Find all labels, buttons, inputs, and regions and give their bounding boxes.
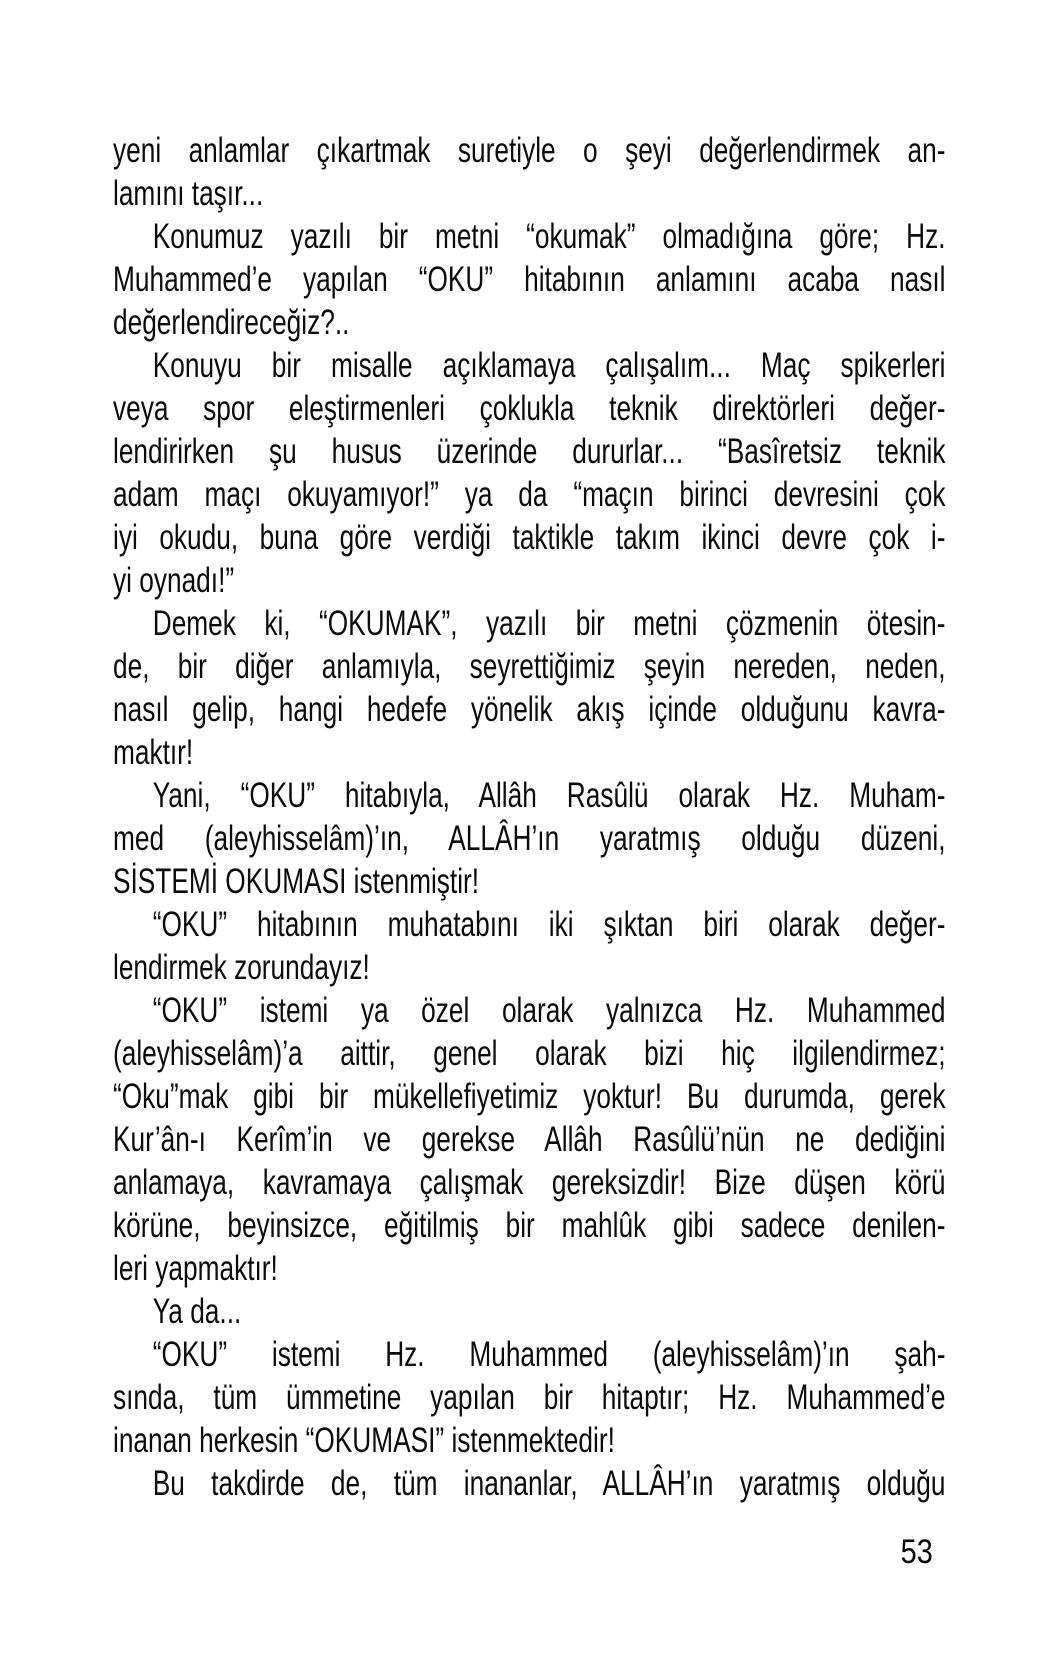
text-line: inanan herkesin “OKUMASI” istenmektedir! (113, 1421, 615, 1460)
text-line: Demek ki, “OKUMAK”, yazılı bir metni çözmenin ötesin- (152, 604, 946, 643)
text-line: yi oynadı!” (113, 561, 235, 600)
text-line: yeni anlamlar çıkartmak suretiyle o şeyi değerlendirmek an- (113, 131, 946, 170)
text-line: anlamaya, kavramaya çalışmak gereksizdir! Bize düşen körü (113, 1163, 946, 1202)
text-line: de, bir diğer anlamıyla, seyrettiğimiz şeyin nereden, neden, (113, 647, 946, 686)
text-line: “OKU” istemi ya özel olarak yalnızca Hz. Muhammed (152, 991, 946, 1030)
text-line: Yani, “OKU” hitabıyla, Allâh Rasûlü olarak Hz. Muham- (152, 776, 946, 815)
text-line: “OKU” istemi Hz. Muhammed (aleyhisselâm)’ın şah- (152, 1335, 946, 1374)
text-line: lendirmek zorundayız! (113, 948, 370, 987)
text-line: med (aleyhisselâm)’ın, ALLÂH’ın yaratmış olduğu düzeni, (113, 819, 946, 858)
text-line: leri yapmaktır! (113, 1249, 278, 1288)
text-line: SİSTEMİ OKUMASI istenmiştir! (113, 862, 480, 901)
text-line: maktır! (113, 733, 194, 772)
text-line: Kur’ân-ı Kerîm’in ve gerekse Allâh Rasûlü’nün ne dediğini (113, 1120, 946, 1159)
text-line: Ya da... (152, 1292, 242, 1331)
text-line: nasıl gelip, hangi hedefe yönelik akış içinde olduğunu kavra- (113, 690, 946, 729)
text-line: adam maçı okuyamıyor!” ya da “maçın birinci devresini çok (113, 475, 946, 514)
text-line: sında, tüm ümmetine yapılan bir hitaptır; Hz. Muhammed’e (113, 1378, 946, 1417)
text-line: Konuyu bir misalle açıklamaya çalışalım... Maç spikerleri (152, 346, 946, 385)
text-line: “OKU” hitabının muhatabını iki şıktan biri olarak değer- (152, 905, 946, 944)
page-number: 53 (900, 1533, 933, 1571)
page-body-text (113, 129, 946, 1505)
text-line: lendirirken şu husus üzerinde dururlar... “Basîretsiz teknik (113, 432, 946, 471)
text-line: Muhammed’e yapılan “OKU” hitabının anlamını acaba nasıl (113, 260, 946, 299)
text-line: Bu takdirde de, tüm inananlar, ALLÂH’ın yaratmış olduğu (152, 1464, 946, 1503)
text-line: (aleyhisselâm)’a aittir, genel olarak bizi hiç ilgilendirmez; (113, 1034, 946, 1073)
text-line: “Oku”mak gibi bir mükellefiyetimiz yoktur! Bu durumda, gerek (113, 1077, 946, 1116)
text-line: veya spor eleştirmenleri çoklukla teknik direktörleri değer- (113, 389, 946, 428)
text-line: değerlendireceğiz?.. (113, 303, 350, 342)
text-line: körüne, beyinsizce, eğitilmiş bir mahlûk gibi sadece denilen- (113, 1206, 946, 1245)
text-line: Konumuz yazılı bir metni “okumak” olmadığına göre; Hz. (152, 217, 946, 256)
text-line: iyi okudu, buna göre verdiği taktikle takım ikinci devre çok i- (113, 518, 946, 557)
text-line: lamını taşır... (113, 174, 264, 213)
